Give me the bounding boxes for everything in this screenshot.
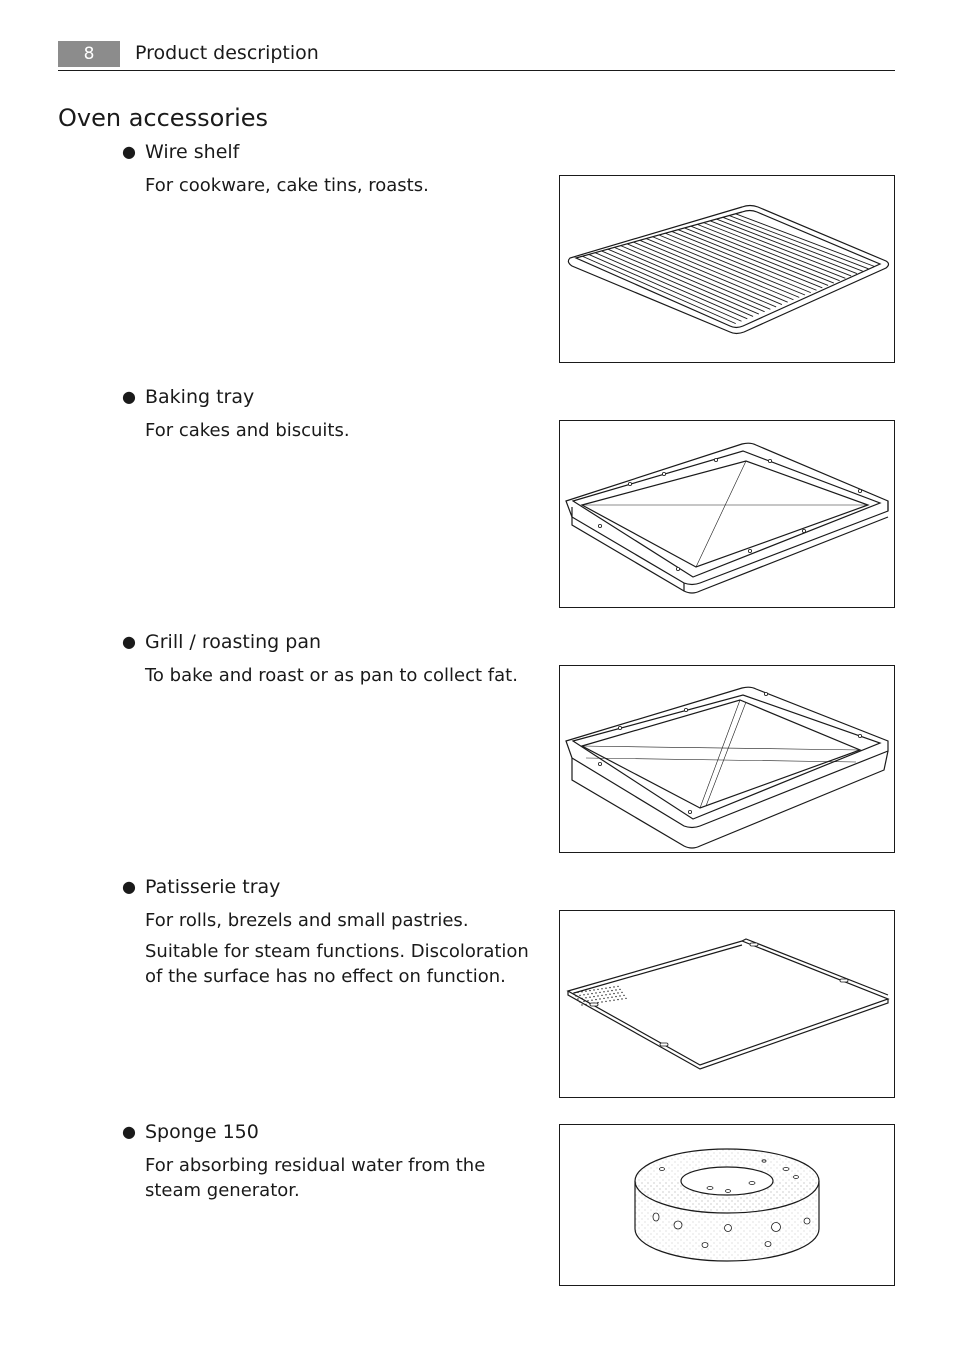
shelf-wire xyxy=(640,240,788,302)
perforation-dot xyxy=(609,987,610,988)
perforation-dot xyxy=(589,990,590,991)
perforation-dot xyxy=(615,996,616,997)
perforation-dot xyxy=(589,997,590,998)
shelf-wire xyxy=(736,214,875,267)
perforation-dot xyxy=(603,998,604,999)
perforation-dot xyxy=(609,994,610,995)
perforation-dot xyxy=(599,992,600,993)
perforation-dot xyxy=(613,986,614,987)
perforation-dot xyxy=(587,1000,588,1001)
patisserie-tray-illustration xyxy=(559,910,895,1098)
perforation-dot xyxy=(605,994,606,995)
perforation-dot xyxy=(583,994,584,995)
perforation-dot xyxy=(581,991,582,992)
perforation-dot xyxy=(581,1004,582,1005)
perforation-dot xyxy=(611,997,612,998)
perforation-dot xyxy=(595,999,596,1000)
shelf-wire xyxy=(614,247,764,311)
perforation-dot xyxy=(599,998,600,999)
wire-shelf-drawing xyxy=(560,176,894,362)
bullet: ● xyxy=(122,387,136,406)
shelf-wire xyxy=(633,242,781,304)
perforation-dot xyxy=(601,988,602,989)
perforation-dot xyxy=(605,1001,606,1002)
bullet: ● xyxy=(122,1122,136,1141)
perforation-dot xyxy=(607,991,608,992)
perforation-dot xyxy=(577,998,578,999)
perforation-dot xyxy=(601,995,602,996)
section-title: Product description xyxy=(135,42,319,64)
perforation-dot xyxy=(603,991,604,992)
accessory-name: Baking tray xyxy=(145,386,255,408)
patisserie-tray-drawing xyxy=(560,911,894,1097)
shelf-wire xyxy=(704,223,846,279)
perforation-dot xyxy=(617,999,618,1000)
perforation-dot xyxy=(573,992,574,993)
perforation-dot xyxy=(615,989,616,990)
perforation-dot xyxy=(581,998,582,999)
accessory-name: Wire shelf xyxy=(145,141,240,163)
baking-tray-illustration xyxy=(559,420,895,608)
perforation-dot xyxy=(619,995,620,996)
shelf-wire xyxy=(653,237,800,298)
bullet: ● xyxy=(122,142,136,161)
perforation-dot xyxy=(585,997,586,998)
perforation-dot xyxy=(595,992,596,993)
accessory-description: For rolls, brezels and small pastries. xyxy=(145,910,469,931)
wire-shelf-illustration xyxy=(559,175,895,363)
page-title: Oven accessories xyxy=(58,104,269,132)
accessory-name: Grill / roasting pan xyxy=(145,631,322,653)
perforation-dot xyxy=(601,1001,602,1002)
shelf-wire xyxy=(646,239,793,300)
perforation-dot xyxy=(585,1004,586,1005)
perforation-dot xyxy=(591,1000,592,1001)
perforation-dot xyxy=(613,993,614,994)
perforation-dot xyxy=(619,989,620,990)
perforation-dot xyxy=(621,998,622,999)
perforation-dot xyxy=(575,995,576,996)
roasting-pan-illustration xyxy=(559,665,895,853)
shelf-wire xyxy=(710,221,851,276)
perforation-dot xyxy=(579,995,580,996)
accessory-name: Patisserie tray xyxy=(145,876,281,898)
shelf-wire xyxy=(691,226,834,283)
perforation-dot xyxy=(597,989,598,990)
perforation-dot xyxy=(617,986,618,987)
perforation-dot xyxy=(605,988,606,989)
sponge-illustration xyxy=(559,1124,895,1286)
accessory-description: For cookware, cake tins, roasts. xyxy=(145,175,429,196)
shelf-wire xyxy=(621,246,771,310)
perforation-dot xyxy=(591,993,592,994)
shelf-wire xyxy=(659,235,805,295)
bullet: ● xyxy=(122,877,136,896)
perforation-dot xyxy=(617,992,618,993)
perforation-dot xyxy=(585,991,586,992)
perforation-dot xyxy=(625,998,626,999)
accessory-description: To bake and roast or as pan to collect fat. xyxy=(145,665,518,686)
baking-tray-drawing xyxy=(560,421,894,607)
accessory-description: For absorbing residual water from the steam generator. xyxy=(145,1155,486,1201)
page-header xyxy=(58,40,895,72)
shelf-wire xyxy=(723,217,863,271)
accessory-description: For cakes and biscuits. xyxy=(145,420,350,441)
accessory-name: Sponge 150 xyxy=(145,1121,259,1143)
shelf-wire xyxy=(627,244,776,307)
shelf-wire xyxy=(729,216,868,269)
roasting-pan-drawing xyxy=(560,666,894,852)
perforation-dot xyxy=(621,992,622,993)
sponge-drawing xyxy=(560,1125,894,1285)
accessory-description: Suitable for steam functions. Discoloration of the surface has no effect on function. xyxy=(145,941,529,987)
perforation-dot xyxy=(587,994,588,995)
perforation-dot xyxy=(583,1001,584,1002)
perforation-dot xyxy=(611,990,612,991)
perforation-dot xyxy=(579,1001,580,1002)
perforation-dot xyxy=(623,995,624,996)
perforation-dot xyxy=(577,992,578,993)
perforation-dot xyxy=(597,995,598,996)
page-number: 8 xyxy=(58,41,120,67)
header-divider xyxy=(58,70,895,71)
perforation-dot xyxy=(613,1000,614,1001)
perforation-dot xyxy=(593,996,594,997)
bullet: ● xyxy=(122,632,136,651)
perforation-dot xyxy=(593,989,594,990)
shelf-wire xyxy=(716,219,856,273)
perforation-dot xyxy=(609,1000,610,1001)
perforation-dot xyxy=(607,997,608,998)
